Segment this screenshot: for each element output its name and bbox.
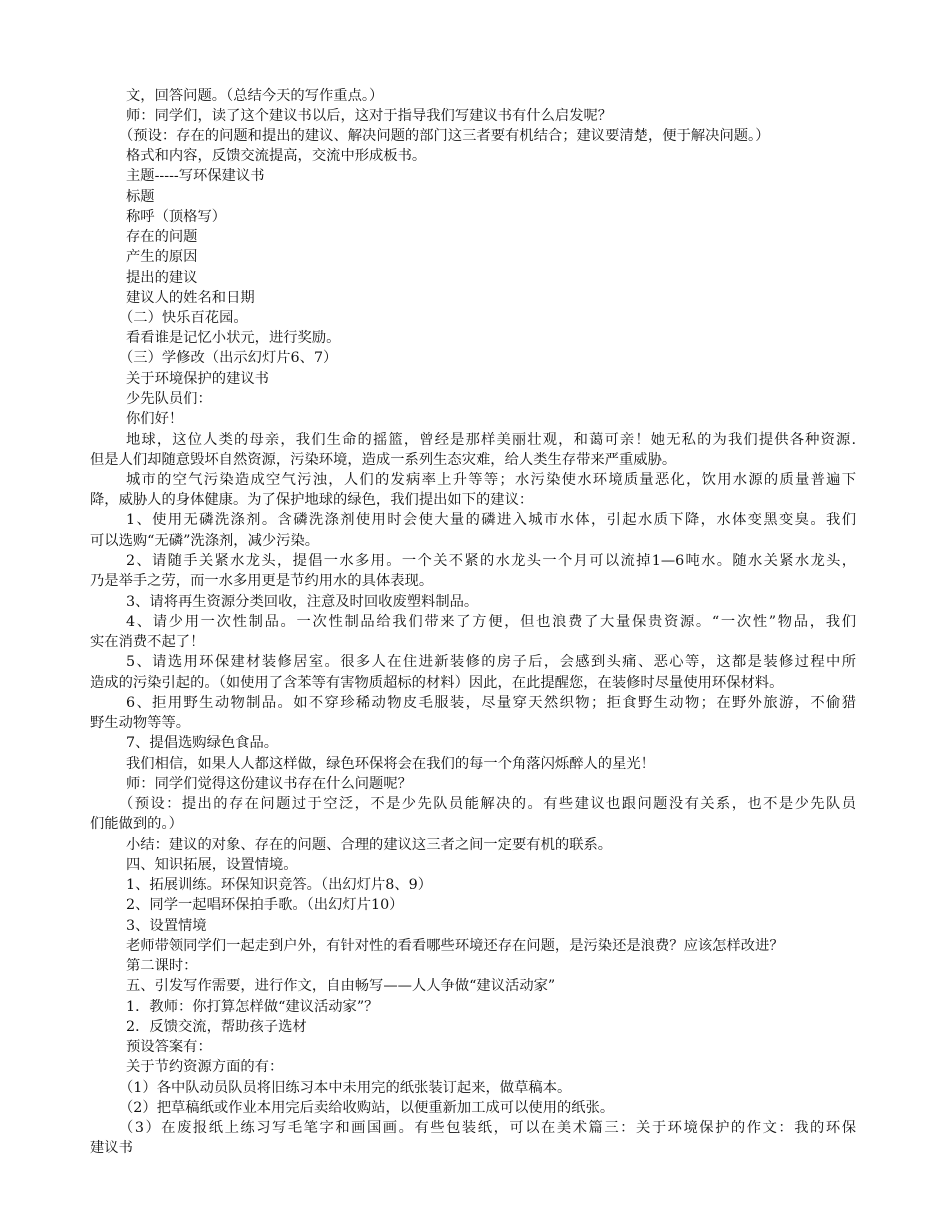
text-line: 我们相信，如果人人都这样做，绿色环保将会在我们的每一个角落闪烁醉人的星光！ — [126, 756, 655, 772]
text-line: 6、拒用野生动物制品。如不穿珍稀动物皮毛服装，尽量穿天然织物；拒食野生动物；在野外旅游，不偷猎 — [126, 695, 856, 711]
text-line: 野生动物等等。 — [90, 715, 191, 731]
text-line: 存在的问题 — [126, 229, 198, 245]
text-line: 可以选购“无磷”洗涤剂，减少污染。 — [90, 533, 320, 549]
text-line: 4、请少用一次性制品。一次性制品给我们带来了方便，但也浪费了大量保贵资源。“一次性”物品，我们 — [126, 614, 856, 630]
text-line: （1）各中队动员队员将旧练习本中未用完的纸张装订起来，做草稿本。 — [119, 1080, 572, 1096]
text-line: 文，回答问题。（总结今天的写作重点。） — [126, 88, 384, 104]
text-line: 预设答案有： — [126, 1039, 212, 1055]
text-line: 师：同学们觉得这份建议书存在什么问题呢？ — [126, 776, 412, 792]
text-line: 地球，这位人类的母亲，我们生命的摇篮，曾经是那样美丽壮观，和蔼可亲！她无私的为我们提供各种资源. — [126, 432, 856, 448]
text-line: （二）快乐百花园。 — [119, 310, 248, 326]
text-line: 第二课时： — [126, 958, 198, 974]
text-line: 标题 — [126, 189, 155, 205]
text-line: 五、引发写作需要，进行作文，自由畅写——人人争做“建议活动家” — [126, 978, 556, 994]
text-line: 格式和内容，反馈交流提高，交流中形成板书。 — [126, 148, 427, 164]
text-line: 5、请选用环保建材装修居室。很多人在住进新装修的房子后，会感到头痛、恶心等，这都是装修过程中所 — [126, 654, 856, 670]
text-line: 1．教师：你打算怎样做“建议活动家”？ — [126, 999, 379, 1015]
text-line: 提出的建议 — [126, 270, 198, 286]
text-line: 小结：建议的对象、存在的问题、合理的建议这三者之间一定要有机的联系。 — [126, 837, 613, 853]
text-line: （预设：存在的问题和提出的建议、解决问题的部门这三者要有机结合；建议要清楚，便于解决问题。） — [119, 128, 770, 144]
text-line: 1、拓展训练。环保知识竞答。（出幻灯片8、9） — [126, 877, 433, 893]
text-line: 实在消费不起了！ — [90, 634, 205, 650]
text-line: （2）把草稿纸或作业本用完后卖给收购站，以便重新加工成可以使用的纸张。 — [119, 1100, 615, 1116]
text-line: （三）学修改（出示幻灯片6、7） — [119, 350, 338, 366]
text-line: 乃是举手之劳，而一水多用更是节约用水的具体表现。 — [90, 573, 434, 589]
text-line: 四、知识拓展，设置情境。 — [126, 857, 298, 873]
text-line: （3）在废报纸上练习写毛笔字和画国画。有些包装纸，可以在美术篇三：关于环境保护的作文：我的环保 — [119, 1120, 856, 1136]
text-line: 称呼（顶格写） — [126, 209, 227, 225]
text-line: 产生的原因 — [126, 249, 198, 265]
text-line: 降，威胁人的身体健康。为了保护地球的绿色，我们提出如下的建议： — [90, 492, 534, 508]
text-line: 2、请随手关紧水龙头，提倡一水多用。一个关不紧的水龙头一个月可以流掉1—6吨水。随水关紧水龙头， — [126, 553, 856, 569]
text-line: 2．反馈交流，帮助孩子选材 — [126, 1019, 307, 1035]
text-line: （预设：提出的存在问题过于空泛，不是少先队员能解决的。有些建议也跟问题没有关系，也不是少先队员 — [119, 796, 856, 812]
text-line: 3、请将再生资源分类回收，注意及时回收废塑料制品。 — [126, 594, 479, 610]
text-line: 造成的污染引起的。（如使用了含苯等有害物质超标的材料）因此，在此提醒您，在装修时尽量使用环保材料。 — [90, 675, 784, 691]
text-line: 建议人的姓名和日期 — [126, 290, 255, 306]
text-line: 老师带领同学们一起走到户外，有针对性的看看哪些环境还存在问题，是污染还是浪费？应该怎样改进？ — [126, 938, 784, 954]
text-line: 城市的空气污染造成空气污浊，人们的发病率上升等等；水污染使水环境质量恶化，饮用水源的质量普遍下 — [126, 472, 856, 488]
text-line: 2、同学一起唱环保拍手歌。（出幻灯片10） — [126, 897, 404, 913]
text-line: 但是人们却随意毁坏自然资源，污染环境，造成一系列生态灾难，给人类生存带来严重威胁。 — [90, 452, 677, 468]
text-line: 关于环境保护的建议书 — [126, 371, 269, 387]
text-line: 看看谁是记忆小状元，进行奖励。 — [126, 330, 341, 346]
text-line: 建议书 — [90, 1140, 133, 1156]
text-line: 少先队员们： — [126, 391, 212, 407]
text-line: 3、设置情境 — [126, 918, 207, 934]
text-line: 7、提倡选购绿色食品。 — [126, 735, 279, 751]
text-line: 你们好！ — [126, 411, 184, 427]
text-line: 师：同学们，读了这个建议书以后，这对于指导我们写建议书有什么启发呢？ — [126, 108, 613, 124]
text-line: 关于节约资源方面的有： — [126, 1059, 284, 1075]
text-line: 1、使用无磷洗涤剂。含磷洗涤剂使用时会使大量的磷进入城市水体，引起水质下降，水体变黑变臭。我们 — [126, 512, 856, 528]
text-line: 主题-----写环保建议书 — [126, 168, 265, 184]
text-line: 们能做到的。） — [90, 816, 183, 832]
